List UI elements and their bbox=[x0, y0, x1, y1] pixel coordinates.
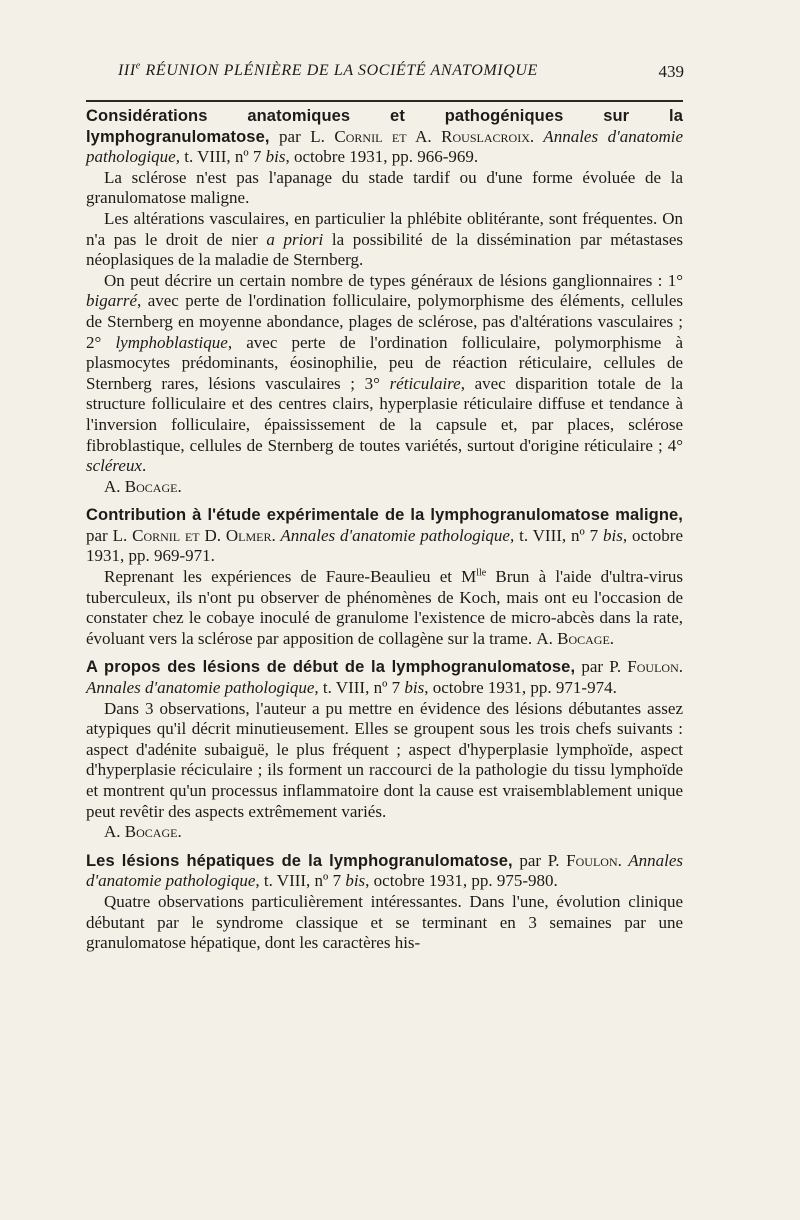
entry-authors: L. Cornil et D. Olmer. bbox=[112, 525, 276, 545]
entry-authors: P. Foulon. bbox=[609, 657, 683, 677]
entry-heading: Les lésions hépatiques de la lymphogranulomatose, par P. Foulon. Annales d'anatomie pathologique, t. VIII, nº 7 bis, octobre 1931, pp. 975-980. bbox=[86, 850, 683, 891]
entry-date-pages: , octobre 1931, pp. 966-969. bbox=[285, 147, 479, 167]
entry-heading: Considérations anatomiques et pathogéniques sur la lymphogranulomatose, par L. Cornil et A. Rouslacroix. Annales d'anatomie pathologique, t. VIII, nº 7 bis, octobre 1931, pp. 966-969. bbox=[86, 107, 683, 167]
entry-paragraph: Quatre observations particulièrement intéressantes. Dans l'une, évolution clinique débutant par le syndrome classique et se terminant en 3 semaines par une granulomatose hépatique, dont les caractères his- bbox=[86, 891, 683, 953]
entry-paragraph: La sclérose n'est pas l'apanage du stade tardif ou d'une forme évoluée de la granulomatose maligne. bbox=[86, 167, 683, 208]
entry-date-pages: , octobre 1931, pp. 969-971. bbox=[86, 525, 683, 566]
abstract-entry bbox=[86, 851, 683, 954]
running-head bbox=[118, 62, 684, 80]
entry-signature: A. Bocage. bbox=[536, 628, 615, 648]
header-rule bbox=[86, 100, 683, 102]
entry-title: Les lésions hépatiques de la lymphogranulomatose, bbox=[86, 851, 513, 870]
page-number: 439 bbox=[658, 62, 684, 81]
entry-title: Contribution à l'étude expérimentale de la lymphogranulomatose maligne, bbox=[86, 506, 683, 525]
entry-heading: A propos des lésions de début de la lymphogranulomatose, par P. Foulon. Annales d'anatomie pathologique, t. VIII, nº 7 bis, octobre 1931, pp. 971-974. bbox=[86, 657, 683, 698]
entry-authors: L. Cornil et A. Rouslacroix. bbox=[310, 126, 535, 146]
abstract-entry bbox=[86, 657, 683, 842]
entry-journal: Annales d'anatomie pathologique, bbox=[86, 678, 319, 698]
entry-journal: Annales d'anatomie pathologique, bbox=[275, 525, 515, 545]
entry-title: Considérations anatomiques et pathogéniques sur la lymphogranulomatose, bbox=[86, 107, 683, 146]
abstract-entry bbox=[86, 505, 683, 649]
article-list bbox=[86, 106, 683, 962]
entry-date-pages: , octobre 1931, pp. 971-974. bbox=[424, 678, 617, 698]
entry-paragraph: Reprenant les expériences de Faure-Beaulieu et $M^{lle}$ Brun à l'aide d'ultra-virus tuberculeux, ils n'ont pu observer de phénomènes de Koch, mais ont eu l'occasion de constater chez le cobaye inoculé de granulome l'existence de micro-abcès dans la rate, évoluant vers la sclérose par apposition de collagène sur la trame. A. Bocage. bbox=[86, 567, 683, 648]
entry-journal: Annales d'anatomie pathologique, bbox=[86, 126, 683, 167]
entry-paragraph: On peut décrire un certain nombre de types généraux de lésions ganglionnaires : 1° bigarré, avec perte de l'ordination folliculaire, polymorphisme des éléments, cellules de Sternberg en moyenne abondance, plages de sclérose, pas d'altérations vasculaires ; 2° lymphoblastique, avec perte de l'ordination folliculaire, polymorphisme à plasmocytes prédominants, éosinophilie, peu de réaction réticulaire, cellules de Sternberg rares, lésions vasculaires ; 3° réticulaire, avec disparition totale de la structure folliculaire et des centres clairs, hyperplasie réticulaire diffuse et tendance à l'inversion folliculaire, épaississement de la capsule et, par places, sclérose fibroblastique, cellules de Sternberg de toutes variétés, surtout d'origine réticulaire ; 4° scléreux. bbox=[86, 270, 683, 476]
entry-journal: Annales d'anatomie pathologique, bbox=[86, 850, 683, 891]
entry-signature: A. Bocage. bbox=[104, 476, 182, 496]
abstract-entry bbox=[86, 106, 683, 497]
entry-body bbox=[86, 168, 683, 498]
entry-date-pages: , octobre 1931, pp. 975-980. bbox=[365, 871, 558, 891]
entry-heading: Contribution à l'étude expérimentale de la lymphogranulomatose maligne, par L. Cornil et D. Olmer. Annales d'anatomie pathologique, t. VIII, nº 7 bis, octobre 1931, pp. 969-971. bbox=[86, 506, 683, 566]
entry-body bbox=[86, 892, 683, 954]
entry-paragraph: Les altérations vasculaires, en particulier la phlébite oblitérante, sont fréquentes. On n'a pas le droit de nier a priori la possibilité de la dissémination par métastases néoplasiques de la maladie de Sternberg. bbox=[86, 208, 683, 270]
entry-paragraph: Dans 3 observations, l'auteur a pu mettre en évidence des lésions débutantes assez atypiques qu'il décrit minutieusement. Elles se groupent sous les trois chefs suivants : aspect d'adénite subaiguë, le plus fréquent ; aspect d'hyperplasie lymphoïde, aspect d'hyperplasie réciculaire ; ils forment un raccourci de la pathologie du tissu lymphoïde et montrent qu'un processus inflammatoire dont la cause est vraisemblablement unique peut revêtir des aspects extrêmement variés. bbox=[86, 698, 683, 821]
running-head-title: IIIe RÉUNION PLÉNIÈRE DE LA SOCIÉTÉ ANATOMIQUE bbox=[118, 60, 538, 79]
entry-authors: P. Foulon. bbox=[547, 850, 622, 870]
entry-body bbox=[86, 699, 683, 843]
entry-signature: A. Bocage. bbox=[104, 822, 182, 842]
entry-body bbox=[86, 567, 683, 649]
entry-title: A propos des lésions de début de la lymphogranulomatose, bbox=[86, 658, 576, 677]
